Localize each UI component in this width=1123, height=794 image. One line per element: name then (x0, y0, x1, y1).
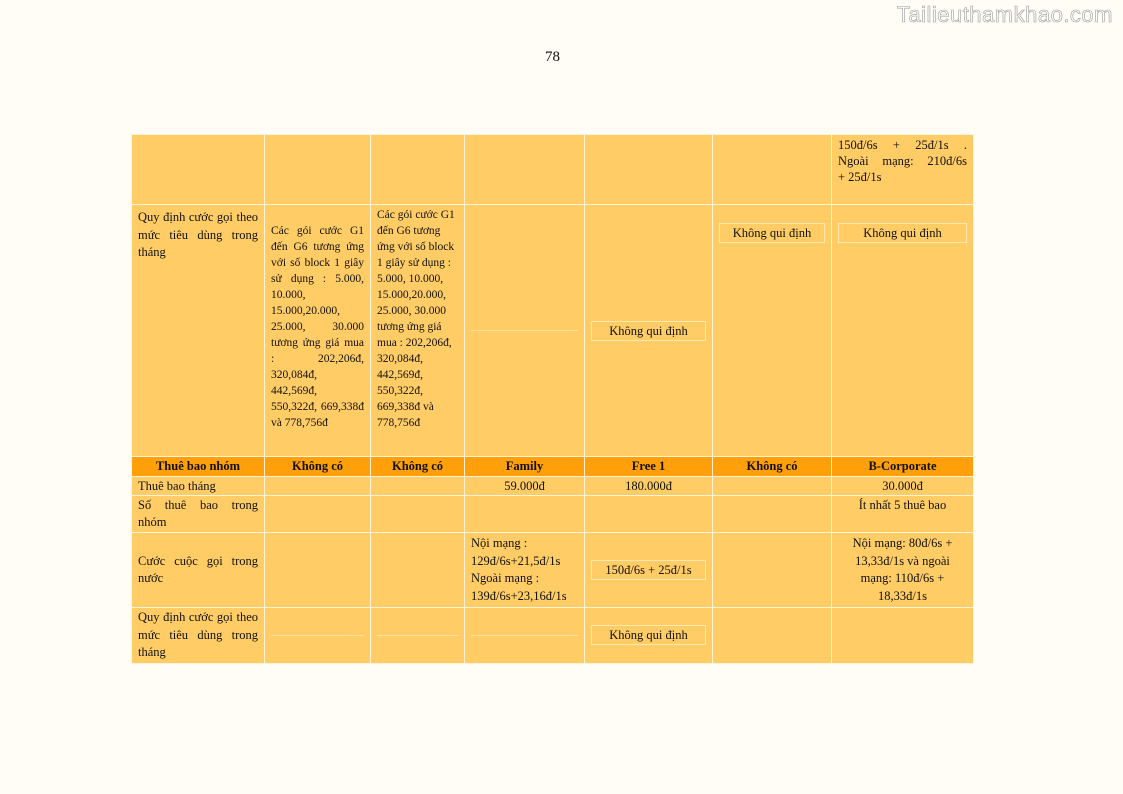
table-cell: Không qui định (713, 205, 832, 457)
table-cell (713, 608, 832, 664)
table-cell: Ít nhất 5 thuê bao (832, 496, 974, 533)
row-label: Cước cuộc gọi trong nước (132, 533, 265, 608)
table-cell (265, 496, 371, 533)
table-cell: Các gói cước G1 đến G6 tương ứng với số block 1 giây sử dụng : 5.000, 10.000, 15.000,20.000, 25.000, 30.000 tương ứng giá mua : 202,206đ, 320,084đ, 442,569đ, 550,322đ, 669,338đ và 778,756đ (265, 205, 371, 457)
table-cell: Các gói cước G1 đến G6 tương ứng với số block 1 giây sử dụng : 5.000, 10.000, 15.000,20.000, 25.000, 30.000 tương ứng giá mua : 202,206đ, 320,084đ, 442,569đ, 550,322đ, 669,338đ và 778,756đ (371, 205, 465, 457)
table-row (132, 496, 974, 533)
table-cell (713, 496, 832, 533)
table-cell (371, 477, 465, 496)
table-cell (371, 533, 465, 608)
table-row (132, 608, 974, 664)
table-row (132, 533, 974, 608)
row-label: Quy định cước gọi theo mức tiêu dùng trong tháng (132, 608, 265, 664)
table-cell: 180.000đ (585, 477, 713, 496)
cell-line: Ngoài mạng: 210đ/6s (838, 154, 967, 168)
header-cell: Không có (371, 457, 465, 477)
table-cell (713, 533, 832, 608)
table-cell (371, 608, 465, 664)
table-cell (465, 135, 585, 205)
table-cell: 59.000đ (465, 477, 585, 496)
header-cell: Thuê bao nhóm (132, 457, 265, 477)
table-cell: Nội mạng: 80đ/6s + 13,33đ/1s và ngoài mạng: 110đ/6s + 18,33đ/1s (832, 533, 974, 608)
table-cell: 30.000đ (832, 477, 974, 496)
table-cell (371, 496, 465, 533)
header-cell: Free 1 (585, 457, 713, 477)
table-cell (465, 608, 585, 664)
row-label: Số thuê bao trong nhóm (132, 496, 265, 533)
table-cell (265, 477, 371, 496)
table-cell: Không qui định (585, 205, 713, 457)
table-header-row (132, 457, 974, 477)
table-cell: Không qui định (585, 608, 713, 664)
row-label: Quy định cước gọi theo mức tiêu dùng trong tháng (132, 205, 265, 457)
table-row (132, 477, 974, 496)
table-cell (465, 205, 585, 457)
row-label: Thuê bao tháng (132, 477, 265, 496)
table-cell (265, 533, 371, 608)
table-cell (132, 135, 265, 205)
header-cell: Family (465, 457, 585, 477)
table-cell (713, 477, 832, 496)
header-cell: B-Corporate (832, 457, 974, 477)
header-cell: Không có (265, 457, 371, 477)
table-cell: Không qui định (832, 205, 974, 457)
tariff-table (131, 134, 974, 664)
table-cell: 150đ/6s + 25đ/1s (585, 533, 713, 608)
table-cell (585, 135, 713, 205)
cell-line: + 25đ/1s (838, 170, 882, 184)
cell-line: 150đ/6s + 25đ/1s . (838, 138, 967, 152)
table-cell (265, 608, 371, 664)
page-number: 78 (545, 49, 560, 65)
table-cell (713, 135, 832, 205)
table-cell (265, 135, 371, 205)
table-cell (832, 135, 974, 205)
table-cell (832, 608, 974, 664)
table-row (132, 205, 974, 457)
table-cell (465, 496, 585, 533)
watermark: Tailieuthamkhao.com (896, 2, 1113, 27)
table-cell (371, 135, 465, 205)
table-cell (585, 496, 713, 533)
table-row (132, 135, 974, 205)
table-cell: Nội mạng : 129đ/6s+21,5đ/1s Ngoài mạng : 139đ/6s+23,16đ/1s (465, 533, 585, 608)
header-cell: Không có (713, 457, 832, 477)
